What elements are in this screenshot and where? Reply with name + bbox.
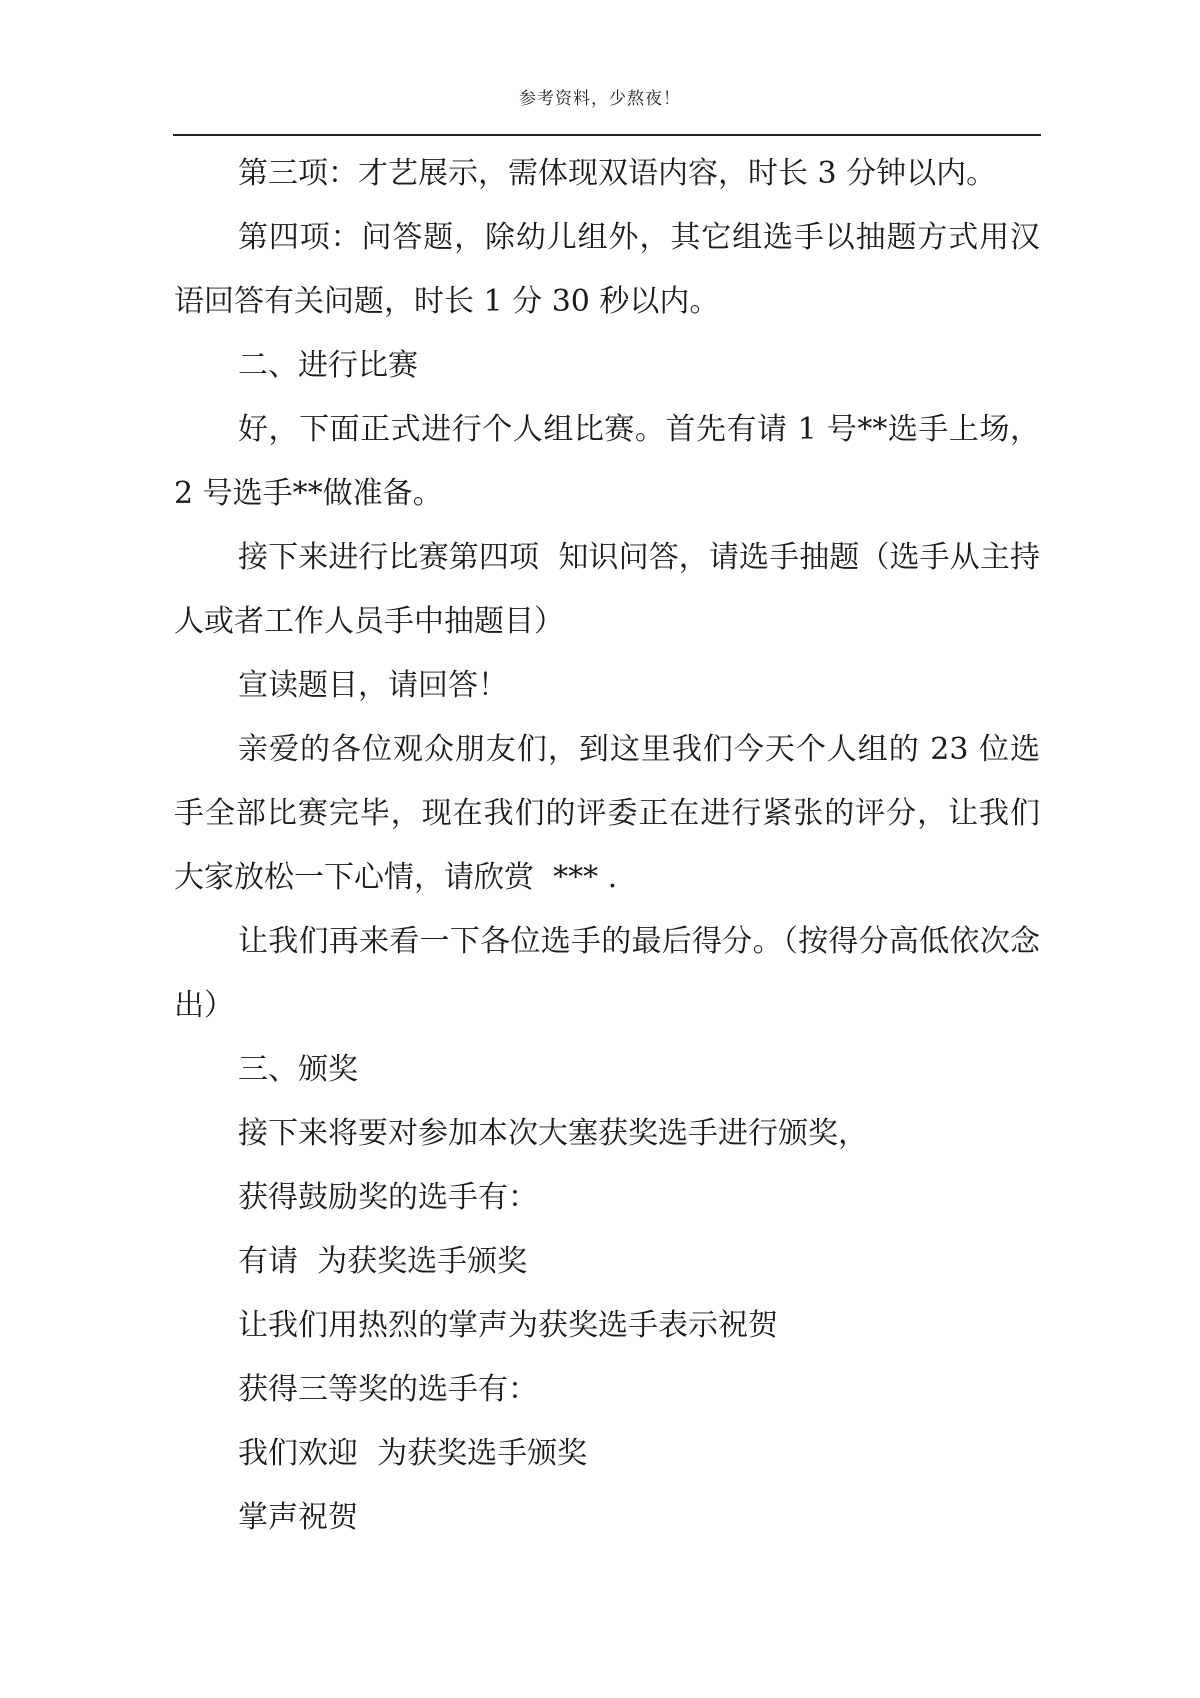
paragraph: 接下来将要对参加本次大塞获奖选手进行颁奖， (238, 1116, 868, 1151)
document-body (174, 142, 1040, 1550)
paragraph: 我们欢迎 为获奖选手颁奖 (238, 1436, 588, 1471)
paragraph: 第三项：才艺展示，需体现双语内容，时长 3 分钟以内。 (238, 156, 997, 191)
paragraph: 让我们再来看一下各位选手的最后得分。（按得分高低依次念出） (174, 924, 1040, 1023)
paragraph: 获得鼓励奖的选手有： (238, 1180, 538, 1215)
paragraph: 获得三等奖的选手有： (238, 1372, 538, 1407)
paragraph: 亲爱的各位观众朋友们，到这里我们今天个人组的 23 位选手全部比赛完毕，现在我们的评委正在进行紧张的评分，让我们大家放松一下心情，请欣赏 *** . (174, 732, 1040, 895)
paragraph: 掌声祝贺 (238, 1500, 358, 1535)
paragraph: 第四项：问答题，除幼儿组外，其它组选手以抽题方式用汉语回答有关问题，时长 1 分 30 秒以内。 (174, 220, 1040, 319)
paragraph: 让我们用热烈的掌声为获奖选手表示祝贺 (238, 1308, 778, 1343)
page-header: 参考资料，少熬夜！ (519, 89, 681, 109)
header-divider (173, 134, 1041, 136)
paragraph: 好，下面正式进行个人组比赛。首先有请 1 号**选手上场，2 号选手**做准备。 (174, 412, 1040, 511)
section-heading: 三、颁奖 (238, 1052, 358, 1087)
paragraph: 宣读题目，请回答！ (238, 668, 508, 703)
section-heading: 二、进行比赛 (238, 348, 418, 383)
paragraph: 有请 为获奖选手颁奖 (238, 1244, 528, 1279)
paragraph: 接下来进行比赛第四项 知识问答，请选手抽题（选手从主持人或者工作人员手中抽题目） (174, 540, 1040, 639)
